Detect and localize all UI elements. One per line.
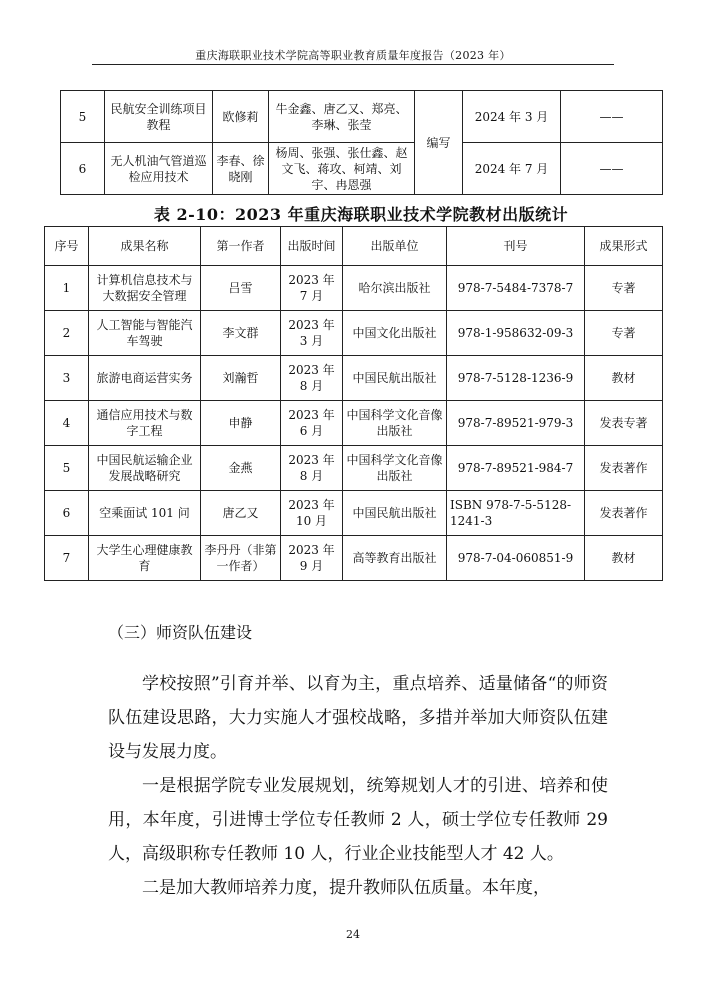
cell-isbn: 978-1-958632-09-3 — [447, 311, 585, 356]
paragraph: 学校按照”引育并举、以育为主，重点培养、适量储备“的师资队伍建设思路，大力实施人才强校战略，多措并举加大师资队伍建设与发展力度。 — [108, 674, 608, 762]
header-form: 成果形式 — [585, 227, 663, 266]
cell-date: 2023 年 9 月 — [281, 536, 343, 581]
cell-no: 1 — [45, 266, 89, 311]
table-row — [45, 446, 663, 491]
table-row — [45, 401, 663, 446]
cell-author: 李丹丹（非第一作者） — [201, 536, 281, 581]
header-rule — [92, 64, 614, 65]
cell-date: 2024 年 7 月 — [463, 143, 561, 195]
cell-name: 大学生心理健康教育 — [89, 536, 201, 581]
cell-note: —— — [561, 91, 663, 143]
cell-form: 发表专著 — [585, 401, 663, 446]
cell-date: 2023 年 7 月 — [281, 266, 343, 311]
cell-publisher: 哈尔滨出版社 — [343, 266, 447, 311]
cell-name: 无人机油气管道巡检应用技术 — [105, 143, 213, 195]
cell-author: 唐乙又 — [201, 491, 281, 536]
cell-isbn: 978-7-5128-1236-9 — [447, 356, 585, 401]
cell-isbn: ISBN 978-7-5-5128-1241-3 — [447, 491, 585, 536]
table-row — [45, 491, 663, 536]
table-row — [61, 91, 663, 143]
cell-form: 教材 — [585, 356, 663, 401]
paragraph: 二是加大教师培养力度，提升教师队伍质量。本年度， — [142, 878, 550, 898]
cell-author: 吕雪 — [201, 266, 281, 311]
cell-form: 发表著作 — [585, 491, 663, 536]
cell-members: 牛金鑫、唐乙又、郑亮、李琳、张莹 — [269, 91, 415, 143]
cell-name: 民航安全训练项目教程 — [105, 91, 213, 143]
cell-date: 2024 年 3 月 — [463, 91, 561, 143]
cell-publisher: 中国科学文化音像出版社 — [343, 446, 447, 491]
cell-publisher: 高等教育出版社 — [343, 536, 447, 581]
cell-name: 旅游电商运营实务 — [89, 356, 201, 401]
table-header-row — [45, 227, 663, 266]
paragraph: 一是根据学院专业发展规划，统筹规划人才的引进、培养和使用，本年度，引进博士学位专任教师 2 人，硕士学位专任教师 29 人，高级职称专任教师 10 人，行业企业技能型人才 42 人。 — [108, 776, 608, 864]
header-date: 出版时间 — [281, 227, 343, 266]
header-author: 第一作者 — [201, 227, 281, 266]
cell-isbn: 978-7-89521-984-7 — [447, 446, 585, 491]
cell-no: 7 — [45, 536, 89, 581]
table-row — [45, 356, 663, 401]
cell-author: 申静 — [201, 401, 281, 446]
cell-name: 中国民航运输企业发展战略研究 — [89, 446, 201, 491]
cell-no: 2 — [45, 311, 89, 356]
section-heading: （三）师资队伍建设 — [108, 623, 253, 642]
cell-no: 6 — [61, 143, 105, 195]
table-row — [45, 311, 663, 356]
table-row — [61, 143, 663, 195]
table-row — [45, 536, 663, 581]
cell-members: 杨周、张强、张仕鑫、赵文飞、蒋攻、柯靖、刘宇、冉恩强 — [269, 143, 415, 195]
cell-no: 6 — [45, 491, 89, 536]
publication-table — [44, 226, 663, 581]
cell-publisher: 中国民航出版社 — [343, 356, 447, 401]
cell-form: 教材 — [585, 536, 663, 581]
cell-lead: 欧修莉 — [213, 91, 269, 143]
cell-no: 5 — [61, 91, 105, 143]
header-publisher: 出版单位 — [343, 227, 447, 266]
cell-publisher: 中国科学文化音像出版社 — [343, 401, 447, 446]
cell-date: 2023 年 10 月 — [281, 491, 343, 536]
cell-date: 2023 年 6 月 — [281, 401, 343, 446]
cell-lead: 李春、徐晓刚 — [213, 143, 269, 195]
cell-date: 2023 年 8 月 — [281, 446, 343, 491]
textbook-table-continued — [60, 90, 663, 195]
table-row — [45, 266, 663, 311]
cell-publisher: 中国文化出版社 — [343, 311, 447, 356]
cell-author: 李文群 — [201, 311, 281, 356]
cell-isbn: 978-7-89521-979-3 — [447, 401, 585, 446]
cell-no: 5 — [45, 446, 89, 491]
cell-name: 人工智能与智能汽车驾驶 — [89, 311, 201, 356]
page-number: 24 — [346, 928, 360, 941]
header-isbn: 刊号 — [447, 227, 585, 266]
cell-note: —— — [561, 143, 663, 195]
header-no: 序号 — [45, 227, 89, 266]
cell-no: 3 — [45, 356, 89, 401]
cell-name: 计算机信息技术与大数据安全管理 — [89, 266, 201, 311]
cell-author: 刘瀚哲 — [201, 356, 281, 401]
cell-date: 2023 年 3 月 — [281, 311, 343, 356]
cell-form: 专著 — [585, 311, 663, 356]
table-caption: 表 2-10：2023 年重庆海联职业技术学院教材出版统计 — [153, 205, 569, 224]
cell-publisher: 中国民航出版社 — [343, 491, 447, 536]
cell-name: 空乘面试 101 问 — [89, 491, 201, 536]
cell-date: 2023 年 8 月 — [281, 356, 343, 401]
header-name: 成果名称 — [89, 227, 201, 266]
cell-form: 发表著作 — [585, 446, 663, 491]
cell-name: 通信应用技术与数字工程 — [89, 401, 201, 446]
cell-author: 金燕 — [201, 446, 281, 491]
page-header: 重庆海联职业技术学院高等职业教育质量年度报告（2023 年） — [195, 49, 511, 62]
cell-form: 专著 — [585, 266, 663, 311]
cell-isbn: 978-7-04-060851-9 — [447, 536, 585, 581]
cell-role: 编写 — [415, 91, 463, 195]
cell-no: 4 — [45, 401, 89, 446]
cell-isbn: 978-7-5484-7378-7 — [447, 266, 585, 311]
